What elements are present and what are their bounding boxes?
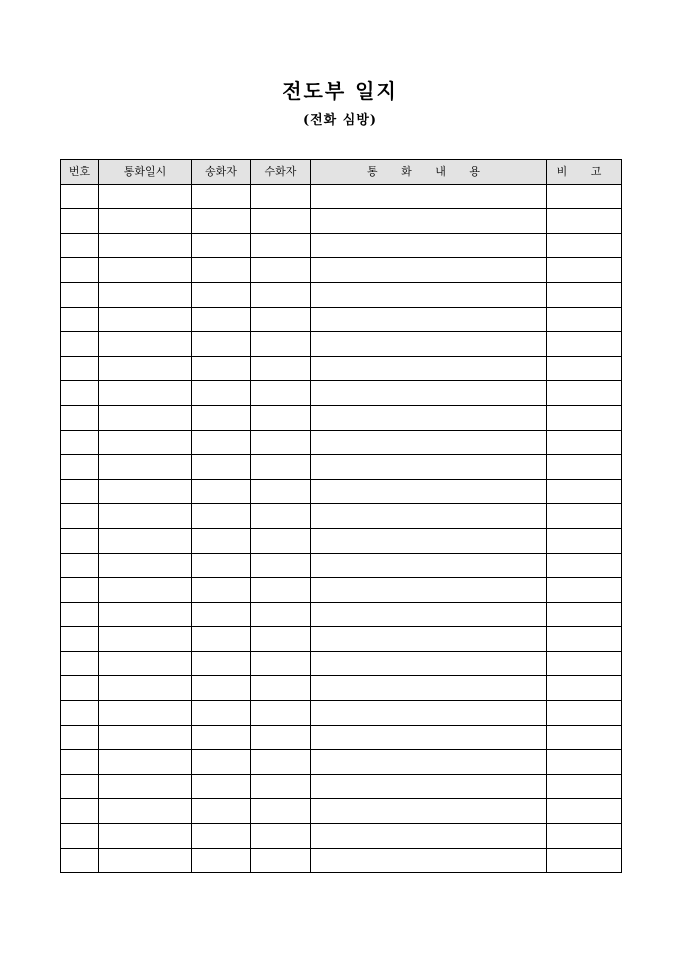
- cell-content: [311, 602, 547, 627]
- cell-remarks: [547, 209, 622, 234]
- header-caller: 송화자: [192, 160, 251, 185]
- cell-call-datetime: [99, 332, 192, 357]
- cell-caller: [192, 578, 251, 603]
- cell-number: [61, 233, 99, 258]
- cell-content: [311, 725, 547, 750]
- cell-receiver: [251, 528, 311, 553]
- header-number: 번호: [61, 160, 99, 185]
- cell-caller: [192, 258, 251, 283]
- cell-receiver: [251, 209, 311, 234]
- cell-receiver: [251, 405, 311, 430]
- table-row: [61, 332, 622, 357]
- cell-call-datetime: [99, 578, 192, 603]
- cell-number: [61, 282, 99, 307]
- cell-receiver: [251, 381, 311, 406]
- cell-content: [311, 381, 547, 406]
- cell-remarks: [547, 578, 622, 603]
- cell-remarks: [547, 430, 622, 455]
- table-row: [61, 578, 622, 603]
- cell-call-datetime: [99, 258, 192, 283]
- cell-content: [311, 258, 547, 283]
- cell-receiver: [251, 848, 311, 873]
- cell-content: [311, 774, 547, 799]
- cell-call-datetime: [99, 233, 192, 258]
- cell-number: [61, 602, 99, 627]
- table-row: [61, 455, 622, 480]
- header-remarks: 비 고: [547, 160, 622, 185]
- cell-call-datetime: [99, 307, 192, 332]
- cell-number: [61, 627, 99, 652]
- cell-content: [311, 676, 547, 701]
- cell-caller: [192, 799, 251, 824]
- cell-content: [311, 750, 547, 775]
- cell-number: [61, 405, 99, 430]
- cell-caller: [192, 676, 251, 701]
- table-row: [61, 528, 622, 553]
- cell-content: [311, 307, 547, 332]
- cell-remarks: [547, 651, 622, 676]
- cell-caller: [192, 233, 251, 258]
- cell-content: [311, 455, 547, 480]
- cell-caller: [192, 381, 251, 406]
- cell-call-datetime: [99, 848, 192, 873]
- table-row: [61, 725, 622, 750]
- cell-receiver: [251, 602, 311, 627]
- cell-caller: [192, 479, 251, 504]
- cell-call-datetime: [99, 184, 192, 209]
- cell-call-datetime: [99, 282, 192, 307]
- cell-receiver: [251, 479, 311, 504]
- document-subtitle: (전화 심방): [302, 113, 378, 128]
- cell-number: [61, 701, 99, 726]
- table-row: [61, 774, 622, 799]
- cell-number: [61, 381, 99, 406]
- cell-content: [311, 233, 547, 258]
- table-row: [61, 258, 622, 283]
- cell-number: [61, 824, 99, 849]
- cell-receiver: [251, 282, 311, 307]
- cell-receiver: [251, 258, 311, 283]
- cell-caller: [192, 184, 251, 209]
- table-row: [61, 627, 622, 652]
- cell-call-datetime: [99, 676, 192, 701]
- cell-receiver: [251, 455, 311, 480]
- cell-caller: [192, 553, 251, 578]
- cell-call-datetime: [99, 356, 192, 381]
- cell-call-datetime: [99, 627, 192, 652]
- table-row: [61, 381, 622, 406]
- header-content: 통 화 내 용: [311, 160, 547, 185]
- cell-receiver: [251, 824, 311, 849]
- table-header-row: [61, 160, 622, 185]
- cell-call-datetime: [99, 504, 192, 529]
- cell-caller: [192, 725, 251, 750]
- cell-remarks: [547, 824, 622, 849]
- cell-receiver: [251, 701, 311, 726]
- cell-content: [311, 824, 547, 849]
- cell-content: [311, 504, 547, 529]
- cell-call-datetime: [99, 430, 192, 455]
- cell-caller: [192, 356, 251, 381]
- cell-call-datetime: [99, 602, 192, 627]
- table-row: [61, 282, 622, 307]
- cell-content: [311, 184, 547, 209]
- cell-content: [311, 553, 547, 578]
- table-row: [61, 750, 622, 775]
- cell-call-datetime: [99, 701, 192, 726]
- table-row: [61, 553, 622, 578]
- cell-receiver: [251, 627, 311, 652]
- cell-call-datetime: [99, 455, 192, 480]
- header-call-datetime: 통화일시: [99, 160, 192, 185]
- cell-receiver: [251, 750, 311, 775]
- cell-call-datetime: [99, 553, 192, 578]
- table-row: [61, 233, 622, 258]
- cell-content: [311, 578, 547, 603]
- cell-call-datetime: [99, 651, 192, 676]
- cell-number: [61, 504, 99, 529]
- cell-call-datetime: [99, 799, 192, 824]
- table-row: [61, 307, 622, 332]
- cell-caller: [192, 627, 251, 652]
- cell-call-datetime: [99, 209, 192, 234]
- cell-receiver: [251, 553, 311, 578]
- cell-remarks: [547, 627, 622, 652]
- document-title: 전도부 일지: [282, 79, 398, 103]
- table-row: [61, 430, 622, 455]
- cell-number: [61, 455, 99, 480]
- cell-receiver: [251, 799, 311, 824]
- header-receiver: 수화자: [251, 160, 311, 185]
- cell-remarks: [547, 455, 622, 480]
- cell-receiver: [251, 233, 311, 258]
- cell-number: [61, 725, 99, 750]
- cell-number: [61, 848, 99, 873]
- cell-remarks: [547, 799, 622, 824]
- cell-caller: [192, 774, 251, 799]
- cell-receiver: [251, 676, 311, 701]
- cell-number: [61, 578, 99, 603]
- cell-remarks: [547, 602, 622, 627]
- cell-call-datetime: [99, 405, 192, 430]
- cell-receiver: [251, 332, 311, 357]
- cell-remarks: [547, 233, 622, 258]
- cell-number: [61, 479, 99, 504]
- cell-number: [61, 430, 99, 455]
- cell-caller: [192, 455, 251, 480]
- cell-number: [61, 774, 99, 799]
- cell-remarks: [547, 184, 622, 209]
- cell-remarks: [547, 405, 622, 430]
- cell-content: [311, 528, 547, 553]
- cell-remarks: [547, 774, 622, 799]
- cell-call-datetime: [99, 774, 192, 799]
- cell-caller: [192, 332, 251, 357]
- cell-remarks: [547, 282, 622, 307]
- cell-call-datetime: [99, 528, 192, 553]
- table-row: [61, 356, 622, 381]
- cell-number: [61, 528, 99, 553]
- cell-caller: [192, 824, 251, 849]
- table-row: [61, 209, 622, 234]
- cell-content: [311, 405, 547, 430]
- cell-content: [311, 651, 547, 676]
- cell-remarks: [547, 848, 622, 873]
- cell-number: [61, 184, 99, 209]
- table-row: [61, 651, 622, 676]
- cell-remarks: [547, 725, 622, 750]
- cell-caller: [192, 405, 251, 430]
- cell-number: [61, 553, 99, 578]
- cell-caller: [192, 307, 251, 332]
- cell-number: [61, 209, 99, 234]
- cell-content: [311, 430, 547, 455]
- table-row: [61, 479, 622, 504]
- cell-receiver: [251, 651, 311, 676]
- cell-remarks: [547, 307, 622, 332]
- cell-number: [61, 651, 99, 676]
- cell-content: [311, 332, 547, 357]
- cell-number: [61, 676, 99, 701]
- table-row: [61, 848, 622, 873]
- cell-remarks: [547, 356, 622, 381]
- cell-content: [311, 627, 547, 652]
- cell-caller: [192, 750, 251, 775]
- cell-remarks: [547, 750, 622, 775]
- cell-number: [61, 356, 99, 381]
- cell-content: [311, 799, 547, 824]
- cell-remarks: [547, 504, 622, 529]
- table-row: [61, 405, 622, 430]
- cell-remarks: [547, 701, 622, 726]
- cell-content: [311, 701, 547, 726]
- cell-content: [311, 479, 547, 504]
- cell-call-datetime: [99, 725, 192, 750]
- cell-call-datetime: [99, 824, 192, 849]
- table-row: [61, 676, 622, 701]
- cell-number: [61, 307, 99, 332]
- cell-content: [311, 209, 547, 234]
- cell-caller: [192, 209, 251, 234]
- cell-caller: [192, 701, 251, 726]
- cell-number: [61, 799, 99, 824]
- cell-caller: [192, 651, 251, 676]
- cell-caller: [192, 504, 251, 529]
- cell-remarks: [547, 258, 622, 283]
- cell-receiver: [251, 774, 311, 799]
- table-row: [61, 504, 622, 529]
- table-row: [61, 824, 622, 849]
- cell-receiver: [251, 184, 311, 209]
- cell-remarks: [547, 332, 622, 357]
- cell-caller: [192, 282, 251, 307]
- cell-caller: [192, 430, 251, 455]
- cell-remarks: [547, 553, 622, 578]
- cell-number: [61, 332, 99, 357]
- cell-caller: [192, 528, 251, 553]
- table-row: [61, 184, 622, 209]
- cell-number: [61, 750, 99, 775]
- cell-number: [61, 258, 99, 283]
- cell-call-datetime: [99, 381, 192, 406]
- cell-caller: [192, 602, 251, 627]
- table-row: [61, 701, 622, 726]
- table-row: [61, 799, 622, 824]
- table-row: [61, 602, 622, 627]
- cell-receiver: [251, 725, 311, 750]
- cell-content: [311, 848, 547, 873]
- cell-content: [311, 356, 547, 381]
- cell-remarks: [547, 528, 622, 553]
- cell-remarks: [547, 479, 622, 504]
- cell-remarks: [547, 381, 622, 406]
- cell-receiver: [251, 430, 311, 455]
- cell-call-datetime: [99, 750, 192, 775]
- cell-caller: [192, 848, 251, 873]
- cell-receiver: [251, 504, 311, 529]
- cell-receiver: [251, 356, 311, 381]
- call-log-table: [60, 159, 622, 873]
- cell-content: [311, 282, 547, 307]
- cell-receiver: [251, 578, 311, 603]
- table-body: [61, 184, 622, 873]
- cell-call-datetime: [99, 479, 192, 504]
- cell-remarks: [547, 676, 622, 701]
- cell-receiver: [251, 307, 311, 332]
